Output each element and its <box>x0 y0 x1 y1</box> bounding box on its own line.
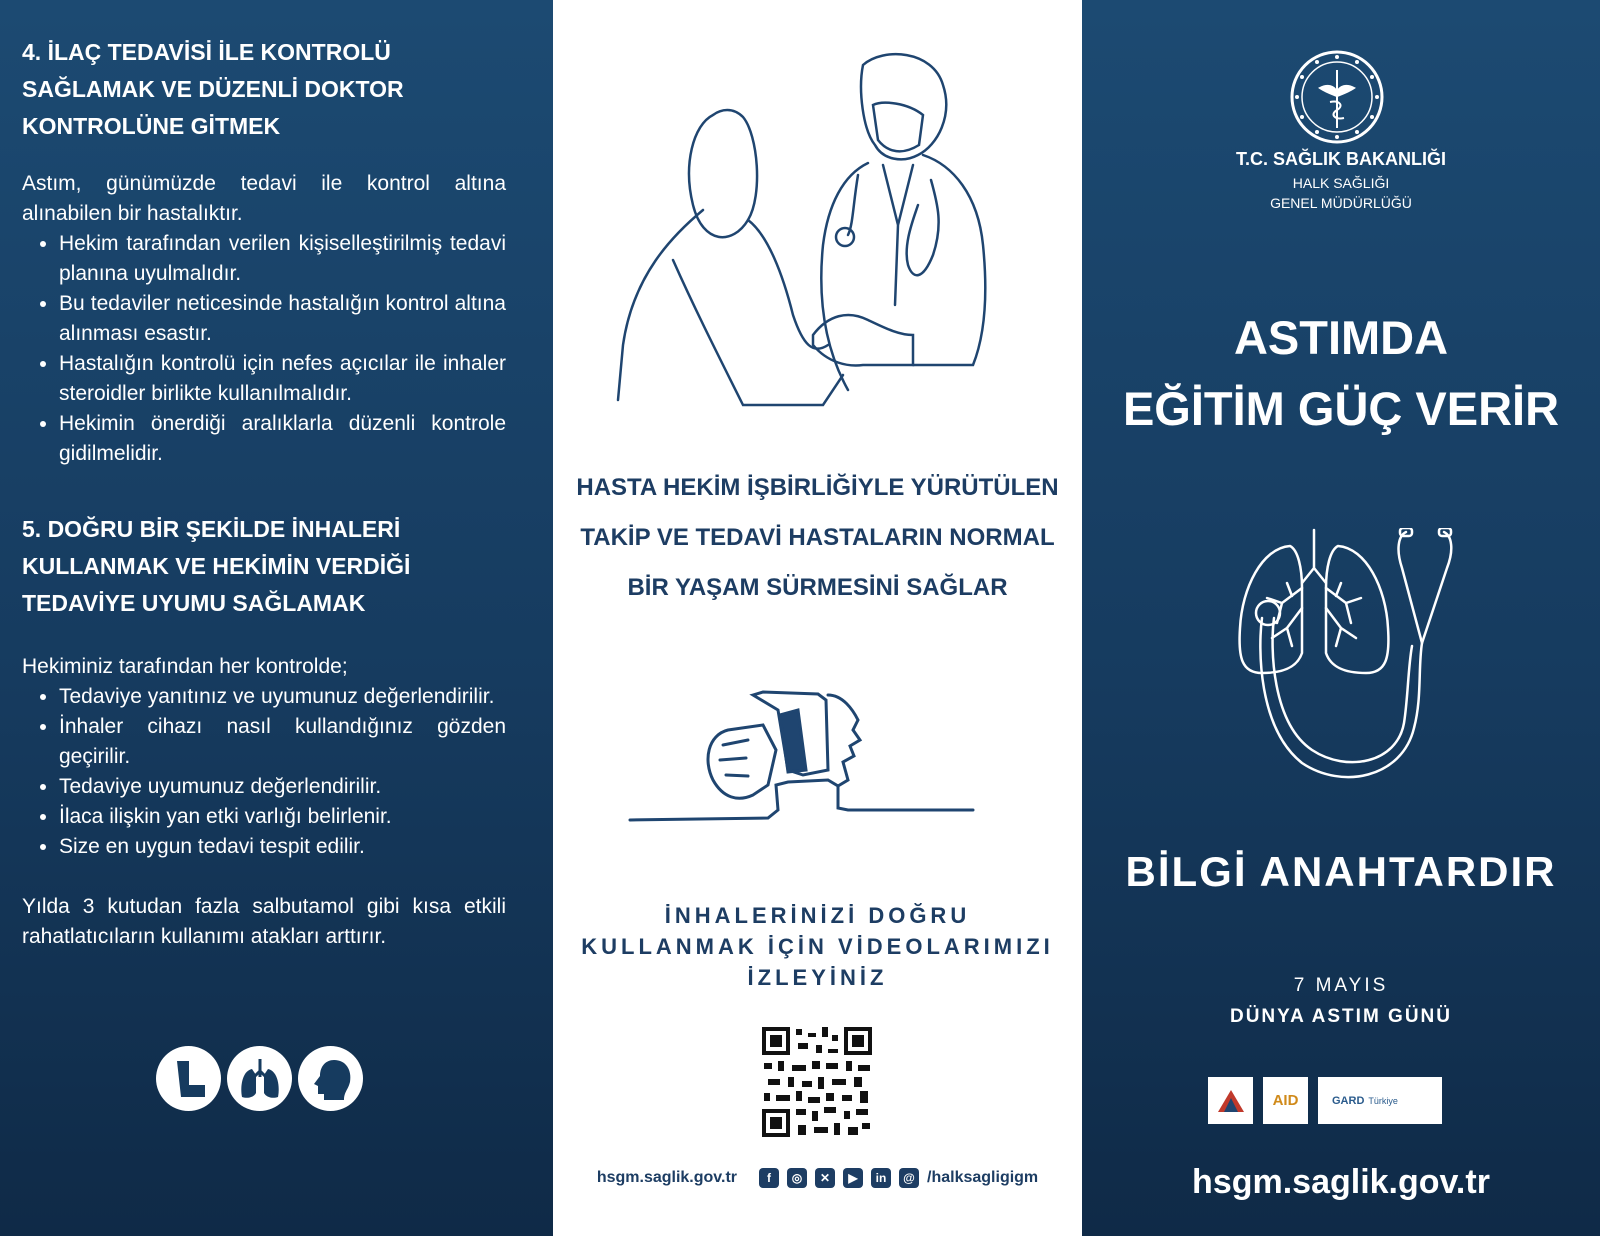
ministry-emblem-icon <box>1290 50 1384 144</box>
ministry-name: T.C. SAĞLIK BAKANLIĞI <box>1236 149 1446 169</box>
slogan <box>553 463 1082 613</box>
event-date: 7 MAYIS <box>1293 975 1389 996</box>
section-5-heading: 5. DOĞRU BİR ŞEKİLDE İNHALERİ KULLANMAK VE HEKİMİN VERDİĞİ TEDAVİYE UYUMU SAĞLAMAK <box>22 516 411 616</box>
slogan-line: HASTA HEKİM İŞBİRLİĞİYLE YÜRÜTÜLEN <box>576 474 1059 501</box>
slogan-line: BİR YAŞAM SÜRMESİNİ SAĞLAR <box>627 574 1008 601</box>
lungs-stethoscope-icon <box>1232 528 1462 783</box>
cta-line: İZLEYİNİZ <box>747 965 888 990</box>
cta-line: İNHALERİNİZİ DOĞRU <box>664 903 971 928</box>
website-link[interactable]: hsgm.saglik.gov.tr <box>1192 1163 1490 1201</box>
right-panel <box>1082 0 1600 1236</box>
gard-logo-subtext: Türkiye <box>1368 1095 1398 1106</box>
threads-icon[interactable]: @ <box>899 1168 919 1188</box>
list-item: • İnhaler cihazı nasıl kullandığınız gözden geçirilir. <box>59 712 506 772</box>
list-item: • Bu tedaviler neticesinde hastalığın kontrol altına alınması esastır. <box>59 289 506 349</box>
aid-logo: AID <box>1263 1077 1308 1124</box>
list-item: • Hekim tarafından verilen kişiselleştirilmiş tedavi planına uyulmalıdır. <box>59 229 506 289</box>
gard-logo-text: GARD <box>1332 1094 1365 1107</box>
list-item: • İlaca ilişkin yan etki varlığı belirlenir. <box>59 802 506 832</box>
left-panel <box>0 0 553 1236</box>
section-4-heading: 4. İLAÇ TEDAVİSİ İLE KONTROLÜ SAĞLAMAK VE DÜZENLİ DOKTOR KONTROLÜNE GİTMEK <box>22 39 404 139</box>
title-line: EĞİTİM GÜÇ VERİR <box>1122 382 1560 435</box>
middle-footer <box>553 1168 1082 1188</box>
section-5-list <box>22 682 506 862</box>
doctor-patient-illustration <box>613 45 1013 415</box>
head-profile-icon <box>298 1046 363 1111</box>
bottom-icon-row <box>156 1046 363 1111</box>
cta-line: KULLANMAK İÇİN VİDEOLARIMIZI <box>581 934 1054 959</box>
youtube-icon[interactable]: ▶ <box>843 1168 863 1188</box>
ministry-sub-line: HALK SAĞLIĞI <box>1292 175 1390 191</box>
social-handle[interactable]: /halksagligigm <box>927 1169 1039 1186</box>
list-item: • Tedaviye uyumunuz değerlendirilir. <box>59 772 506 802</box>
inhaler-icon <box>156 1046 221 1111</box>
video-call-to-action <box>553 900 1082 993</box>
facebook-icon[interactable]: f <box>759 1168 779 1188</box>
key-message: BİLGİ ANAHTARDIR <box>1125 848 1557 895</box>
x-icon[interactable]: ✕ <box>815 1168 835 1188</box>
campaign-title <box>1082 302 1600 444</box>
ministry-sub-line: GENEL MÜDÜRLÜĞÜ <box>1270 195 1412 211</box>
qr-code[interactable] <box>762 1027 872 1137</box>
slogan-line: TAKİP VE TEDAVİ HASTALARIN NORMAL <box>580 524 1055 551</box>
list-item: • Hekimin önerdiği aralıklarla düzenli kontrole gidilmelidir. <box>59 409 506 469</box>
lungs-icon <box>227 1046 292 1111</box>
footer-website-link[interactable]: hsgm.saglik.gov.tr <box>596 1169 738 1186</box>
inhaler-use-illustration <box>628 690 988 840</box>
list-item: • Hastalığın kontrolü için nefes açıcılar ile inhaler steroidler birlikte kullanılmalıdır. <box>59 349 506 409</box>
event-name: DÜNYA ASTIM GÜNÜ <box>1229 1006 1452 1027</box>
section-5-intro: Hekiminiz tarafından her kontrolde; <box>22 655 348 678</box>
linkedin-icon[interactable]: in <box>871 1168 891 1188</box>
thoracic-society-logo <box>1208 1077 1253 1124</box>
list-item: • Size en uygun tedavi tespit edilir. <box>59 832 506 862</box>
ministry-subtitle <box>1082 173 1600 213</box>
gard-turkiye-logo <box>1318 1077 1442 1124</box>
middle-panel <box>553 0 1082 1236</box>
section-4-intro: Astım, günümüzde tedavi ile kontrol altına alınabilen bir hastalıktır. <box>22 172 506 225</box>
section-5-note: Yılda 3 kutudan fazla salbutamol gibi kısa etkili rahatlatıcıların kullanımı atakları arttırır. <box>22 895 506 948</box>
partner-logos <box>1208 1077 1442 1124</box>
title-line: ASTIMDA <box>1233 311 1449 364</box>
section-4-list <box>22 229 506 469</box>
list-item: • Tedaviye yanıtınız ve uyumunuz değerlendirilir. <box>59 682 506 712</box>
instagram-icon[interactable]: ◎ <box>787 1168 807 1188</box>
